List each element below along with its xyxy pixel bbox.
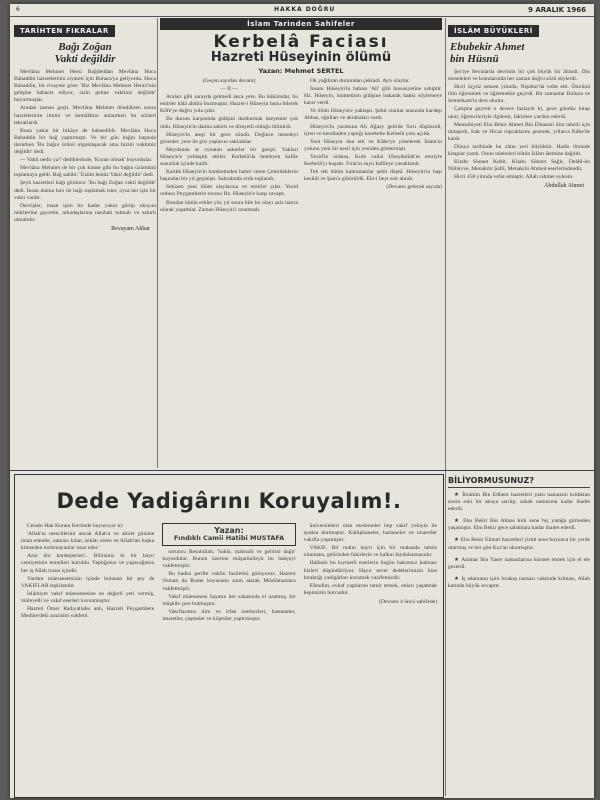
issue-date: 9 ARALIK 1966 (528, 6, 586, 14)
article-body (21, 523, 437, 624)
newspaper-page (10, 4, 594, 798)
paragraph: Cenabı Hak Kuranı Kerimde buyuruyor ki: (27, 523, 124, 529)
newspaper-title: HAKKA DOĞRU (274, 6, 336, 13)
paragraph: Aziz din kardeşlerim!.. Bilirsiniz ki bir hayır cemiyetinin temelleri kuruldu. Yaptığımız ve yapacağımız her iş Allah rızası içindir. (21, 553, 155, 574)
headline-line: Ebubekir Ahmet (450, 41, 525, 53)
installment-number: — II — (220, 86, 238, 93)
page-number: 6 (16, 6, 20, 13)
paragraph: Yezid'in ordusu, Kufe valisi Ubeydullah'ın emriyle Kerbelâ'yı kuşattı. Fırat'ın suyu kafileye yasaklandı. (304, 153, 442, 168)
column-divider (445, 18, 446, 796)
author-label: Yazan: (214, 526, 244, 535)
paragraph: Yeni Hüseyin dua etti ve Kâbe'ye yönelerek İslam'ın yolunu yeni bir nesil için yeniden göstermişti. (304, 138, 442, 152)
right-column-article (448, 18, 590, 468)
article-body (160, 78, 442, 215)
paragraph: İslâmiyet vakıf müessesesine en değerli yeri vermiş, mütevelli ve vakıf eserleri korunmuştur. (21, 590, 155, 604)
fact-list (448, 492, 590, 590)
paragraph: İnsanı Hüseyin'in babası 'Ali' gibi hususiyetine sahiptir. Hz. Hüseyin, ümmetinin gidişine bakarak hakkı söylemeye karar verdi. (304, 86, 442, 107)
paragraph: Ok yağdıran durumdan çekindi. Ayrı olaylar. (310, 78, 410, 84)
left-column-article (14, 18, 156, 398)
paragraph: Sekizen yeni ölüm olaylarına ve emirler çıktı. Yezid ordusu Peygamberin torunu Hz. Hüseyin'e karşı savaştı. (160, 184, 298, 198)
paragraph: Hüseyin'in ateşi bir gece söndü. Değince meseleyi görenler, yere ile göz yaşlarını sakladılar. (160, 131, 298, 145)
paragraph: Aradan zaman geçti. Mevlâna Mehmet döndükten sonra hazretlerinin ilmini ve kemâlâtını anlatırken bu sözleri tekrarlardı. (14, 105, 156, 126)
section-label: İslam Tarinden Sahifeler (160, 18, 442, 30)
headline-line: Vakti değildir (54, 53, 116, 65)
installment-intro: (Geçen sayıdan devam) (202, 78, 256, 84)
paragraph: Mevlâna Mehmet de bir çok kimse gibi bu bağın üzümünü toplamaya geldi. Bağ sahibi: 'Üzüm henüz Vakti değildir' dedi. (14, 165, 156, 179)
paragraph: Yardım müessesemizin içinde bulunan bir şey de VAKIFLAR teşkilatıdır. (21, 575, 155, 589)
paragraph: Şer'iye fetvalarda devrinin bir çok büyük bir âlimdi. Din meseleleri ve konularında her zaman doğru sözü söylerdi. (448, 69, 590, 83)
paragraph: Meydanda at oynatan askerler bir gençti. Yakları Hüseyin'e yoldaşlık ettiler. Kerbelâ'da bekleyen kafile susuzluk içinde kaldı. (160, 146, 298, 168)
article-headline (450, 41, 588, 65)
masthead (10, 4, 594, 17)
paragraph: Buna yakın bir hikâye de bahsedildi. Mevlâna Hoca Bahaddin bir bağ yaptırmıştı. Ve bir gün bağın başında dururken 'Bu bağın ürünü olgunlaşacak ama bizim vaktimiz değildir' dedi. (14, 127, 156, 156)
signature: Revayam Akbar (111, 225, 150, 232)
column-heading: BİLİYORMUSUNUZ? (448, 476, 590, 488)
text-column (304, 78, 442, 215)
did-you-know-column (448, 474, 590, 796)
section-label: TARİHTEN FIKRALAR (14, 25, 115, 37)
paragraph: Efendim, evkaf yapılarını tamir etmek, onları yaşatmak hepimizin borcudur. (303, 582, 437, 596)
headline-line: bin Hüsnü (450, 53, 499, 65)
article-body (448, 69, 590, 181)
continued-note: (Devamı 4 üncü sahifede) (379, 598, 437, 605)
paragraph: VAKIF, Bir malın hayrı için bir maksada tahsis olunması, gelirinden fakirlerin ve halkın faydalanmasıdır. (303, 545, 437, 559)
paragraph: — Vakti nedir ya?' dediklerinde, 'Kuran olmak' buyurdular. (20, 157, 153, 164)
article-title: Kerbelâ Faciası (213, 32, 389, 52)
signature: Abdullah Ahmet (544, 183, 584, 190)
headline-line: Bağı Zoğan (58, 41, 112, 53)
article-subtitle: Hazreti Hüseyinin ölümü (210, 50, 392, 65)
paragraph: Mevlâna Mehmet Hersi Bağdeddan Mevlâna Hoca Bahaddin hazretlerinin ziyareti için Buhara'ya geliyordu. Hoca Bahaddin, bir rivayete göre: 'Biz Mevlâna Mehmet Herari'nin gelişine baharat ediyor, sizin gelme vaktiniz değildir' buyurmuşlar. (14, 69, 156, 104)
fact-item: ★ Ebu Bekir Elmuti hazretleri yirmi sene boyunca bir yerde oturmuş ve her gün Kur'an okumuştur. (448, 537, 590, 551)
paragraph: Araları gibi sarayda gelmedi anca yere. Bu hükümdar, bu emirler hâlâ ahdini bozmuştur. Hazret-i Hüseyin bunu bilerek Kûfe'ye doğru yola çıktı. (160, 94, 298, 115)
text-column (160, 78, 298, 215)
text-column (304, 523, 437, 624)
paragraph: 'Allah'ın mescitlerini ancak Allah'a ve ahiret gününe iman edenler, namazı kılan, zekâtı veren ve Allah'tan başka kimseden korkmayanlar imar eder.' (21, 531, 155, 552)
text-column (162, 523, 295, 624)
paragraph: Çalışma gayreti o derece fazlaydı ki, gece gündüz kitap okur, öğrencileriyle ilgilenir, fakirlere yardım ederdi. (448, 106, 590, 120)
byline: Yazan: Mehmet SERTEL (258, 67, 344, 75)
paragraph: Ve ölüm Hüseyin'e yaklaştı. Şehit olanlar arasında kardeşi Abbas, oğulları ve akrabaları vardı. (304, 108, 442, 122)
center-column-article (160, 18, 442, 468)
article-body (14, 69, 156, 224)
paragraph: Dervişler, insan işini bu kadar yakın görüp okuyan müriterine gayretle, arkadaşlarına nasihati tutmalı ve sabırlı olmalıdır. (14, 202, 156, 223)
section-divider (10, 470, 594, 471)
paragraph: Hazreti Ömer Radıyallahu anh, Hazreti Peygambere Medine'deki arazisini vakfetti. (21, 606, 155, 620)
paragraph: Kaldık Hüseyin'in hareketinden haber veren Çekirdeklerin başından bir yıl geçmişti. Sahralarda ordu toplandı. (160, 169, 298, 183)
article-headline (14, 41, 156, 65)
fact-item: ★ Ammar Bin Yaser namazlarına hürmet etmek için el ele gezerdi. (448, 556, 590, 570)
paragraph: Şeyh hazretleri bağı görünce: 'Bu bağı Zoğan vakti değildir' dedi. İnsan daima hırs ile bağı toplamak ister, oysa her işin bir vakti vardır. (14, 180, 156, 201)
paragraph: Dünya tarihinde bu zâtın yeri büyüktür. Hadis ilminde kitaplar yazdı. Onun talebeleri bütün İslâm âlemine dağıldı. (448, 143, 590, 158)
dede-article-box (14, 474, 444, 798)
paragraph: Tek tek bütün kahramanlar şehit düştü. Hüseyin'in başı kesildi ve Şam'a götürüldü. Ehl-i beyt esir alındı. (304, 169, 442, 183)
paragraph: Bu hadisi şerifte vakfın faziletini görüyoruz. Hazreti Osman da Rume kuyusunu satın alarak Müslümanlara vakfetmiştir. (162, 571, 296, 592)
section-label: İSLÂM BÜYÜKLERİ (448, 25, 539, 37)
paragraph: soruncu Resulullah; 'Sakla, mahsulü ve gelirini dağıt' buyurdular. Bunun üzerine müşarünileyh bu bahçeyi vakfetmiştir. (162, 549, 296, 570)
author-name: Fındıklı Camii Hatibi MUSTAFA (173, 534, 285, 543)
paragraph: Bundan bütün erkler yüz yıl sonra bile bu olayı aziz hatıra olarak yaşattılar. Zaman Hüseyin'i unutmadı. (160, 199, 298, 213)
paragraph: Hüseyin'in yarımına Ali Ağazy gelirde Sırrı düşünceli, içten ve kendinden yaptığı hareketle Kerbelâ yolu açıldı. (304, 123, 442, 137)
article-title: Dede Yadigârını Koruyalım!. (56, 489, 402, 513)
paragraph: üniversiteleri olan medreseler hep vakıf yoluyla ile ayakta durmuştur. Kütüphaneler, hastaneler ve imaretler vakıfla yaşamıştır. (303, 523, 437, 544)
paragraph: Bu durum karşısında gidişini durdurmak isteyenler çok oldu. Hüseyin'in daima sabırlı ve dirayetli olduğu bilinirdi. (160, 116, 298, 130)
continued-note: (Devamı gelecek sayıda) (386, 184, 442, 191)
fact-item: ★ İbrahim Bin Edhem hazretleri yatsı namazını kıldıktan sonra eski bir abaya sarılıp, sabah namazına kadar ibadet ederdi. (448, 492, 590, 513)
paragraph: Halbuki bu kıymetli eserlerin bugün bakımsız kalması bizleri düşündürüyor. Hayır sever dedelerimizin bize bıraktığı yadigârları korumak vazifemizdir. (303, 560, 437, 581)
paragraph: Kitabı Sünnet Kebir, Kitabı Sünnet Sağir, Delâil-ün Nübüvve, Menakıbi Şafii, Menakıbi Ahmed eserlerindendir. (448, 159, 590, 173)
paragraph: Vakıflarımız ilim ve irfan merkezleri, hastaneler, imaretler, çeşmeler ve köprüler yaptırmıştır. (162, 608, 296, 622)
text-column (21, 523, 154, 624)
author-box (162, 523, 295, 546)
paragraph: Hicri 458 yılında vefat etmiştir. Allah rahmet eylesin. (454, 174, 574, 181)
paragraph: Mensubiyeti Ebu Bekir Ahmet Bin Elhasani ilim tahsili için dolaşırdı, Irak ve Hicaz topraklarını gezerek, yıllarca Kâbe'de kaldı. (448, 121, 590, 142)
column-divider (157, 18, 158, 468)
paragraph: Vakıf müessesesi hayatın her sahasında el uzatmış, bir müşkile çare bulmuştur. (162, 593, 296, 607)
fact-item: ★ İş adamının işini bırakıp namazı vaktinde kılması, Allah katında büyük sevaptır. (448, 575, 590, 589)
fact-item: ★ Ebu Bekir Bin Abbas kırk sene hiç yatağa girmeden yaşamıştır. Ebu Bekir gece sabahlara kadar ibadet ederdi. (448, 518, 590, 532)
paragraph: Hicri üçyüz seksen yılında, Nişabur'da vefat etti. Ömrünü ilim öğrenmek ve öğretmekle geçirdi. Bir zamanlar Buhara ve Semerkant'ta ders okuttu. (448, 84, 590, 105)
